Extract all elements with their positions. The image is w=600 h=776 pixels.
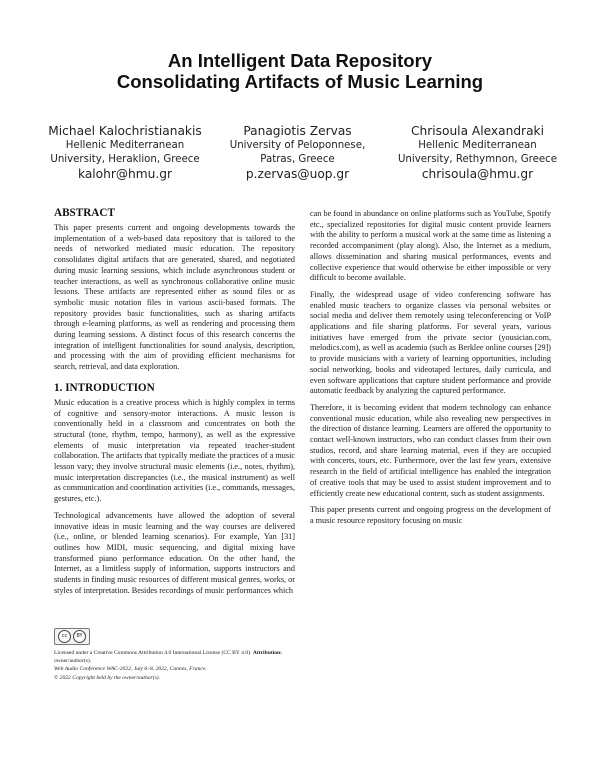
- author-name: Panagiotis Zervas: [243, 124, 352, 138]
- author-affiliation: Patras, Greece: [260, 153, 335, 165]
- introduction-heading: 1. INTRODUCTION: [54, 381, 155, 394]
- author-block: [40, 124, 570, 182]
- author-affiliation: University, Heraklion, Greece: [50, 153, 200, 165]
- paragraph: Music education is a creative process which is highly complex in terms of cognitive and sensory-motor interactions. A music lesson is conventionally held in a classroom and concentrates on both the structural (tone, rhythm, tempo, harmony), as well as the expressive elements of music interpretation via repeated teacher-student collaboration. The artifacts that typically mediate the practices of a music lesson vary; they involve structural music elements (i.e., notes, rhythm), music interpretation discrepancies (i.e., the musical instrument) as well as communication and coordination activities (i.e., commands, messages, gestures, etc.).: [54, 397, 295, 504]
- license-statement: Licensed under a Creative Commons Attribution 4.0 International License (CC BY 4.0).: [54, 650, 252, 656]
- footnote-block: [54, 628, 295, 682]
- author-email: kalohr@hmu.gr: [77, 167, 173, 181]
- abstract-heading: ABSTRACT: [54, 207, 115, 219]
- author-3: [385, 124, 570, 182]
- author-affiliation: Hellenic Mediterranean: [65, 140, 185, 151]
- title-line-2: Consolidating Artifacts of Music Learning: [116, 71, 484, 92]
- paragraph: Technological advancements have allowed the adoption of several innovative ideas in music learning and the way courses are delivered (i.e., online, or blended learning scenarios). For example, Yan [31] outlines how MIDI, music sequencing, and digital mixing have transformed piano performance education. On the other hand, the Internet, as a limitless supply of information, supports instructors and students in finding music resources of different musical genres, works, or styles of interpretation. Besides recordings of music performances which: [54, 510, 295, 595]
- author-1: [40, 124, 210, 182]
- author-2: [210, 124, 385, 182]
- paragraph: Therefore, it is becoming evident that modern technology can enhance conventional music education, while also revealing new perspectives in the direction of distance learning. Learners are offered the opportunity to contact well-known instructors, who can conduct classes from their own studios, record, and share learning material, even if they are occupied with concerts, tours, etc. Furthermore, over the last few years, extensive research in the field of artificial intelligence has enabled the integration of creative tools that may be used to assist student improvement and to efficiently create new educational content, such as student assignments.: [310, 402, 551, 498]
- cc-icon: cc: [58, 630, 71, 643]
- cc-by-license-icon: [54, 628, 90, 645]
- author-affiliation: University of Peloponnese,: [229, 140, 366, 151]
- attribution-value: owner/author(s).: [54, 658, 92, 665]
- paper-title: [0, 50, 600, 92]
- title-line-1: An Intelligent Data Repository: [167, 50, 433, 71]
- attribution-label: Attribution:: [252, 650, 283, 656]
- abstract-text: This paper presents current and ongoing developments towards the implementation of a web-based data repository that is tailored to the needs of networked mediated music education. The repository consolidates digital artifacts that are generated, shared, and negotiated during music learning sessions, which include asynchronous student or teacher interactions, as well as synchronous collaborative online music lessons. These artifacts are represented either as sound files or as symbolic music notation files in various ascii-based formats. The repository provides basic functionalities, such as sharing artifacts through e-learning platforms, as well as rendering and processing them during learning sessions. A distinct focus of this research concerns the integration of intelligent functionalities for sound analysis, description, and processing with the aim of providing efficient mechanisms for search, retrieval, and data exploration.: [54, 223, 295, 372]
- copyright-notice: © 2022 Copyright held by the owner/author(s).: [54, 674, 161, 681]
- author-affiliation: University, Rethymnon, Greece: [397, 153, 558, 165]
- author-affiliation: Hellenic Mediterranean: [418, 140, 537, 151]
- left-column: [54, 207, 295, 603]
- author-email: chrisoula@hmu.gr: [421, 167, 534, 181]
- by-icon: BY: [73, 630, 86, 643]
- author-email: p.zervas@uop.gr: [245, 167, 350, 181]
- author-name: Chrisoula Alexandraki: [411, 124, 544, 138]
- author-name: Michael Kalochristianakis: [48, 124, 202, 138]
- paragraph: Finally, the widespread usage of video conferencing software has enabled music teachers to organize classes via personal websites or social media and deliver them remotely using teleconferencing or VoIP applications and file sharing platforms. For several years, various initiatives have emerged from the private sector (yousician.com, melodics.com), as well as academia (such as Berklee online courses [29]) to provide musicians with a variety of learning opportunities, including social networking, books and videotaped lectures, daily curricula, and even software applications that capture student performance and provide automatic feedback by analyzing the captured performance.: [310, 289, 551, 396]
- license-text: [54, 649, 295, 665]
- paragraph: This paper presents current and ongoing progress on the development of a music resource repository focusing on music: [310, 505, 551, 525]
- conference-info: Web Audio Conference WAC-2022, July 6–8, 2022, Cannes, France.: [54, 666, 207, 673]
- right-column: [310, 209, 551, 533]
- paragraph: can be found in abundance on online platforms such as YouTube, Spotify etc., specialized repositories for digital music content provide learners with the ability to perform a musical work at the same time as listening a recorded accompaniment (play along). Also, the Internet as a medium, allows dissemination and sharing musical performances, events and collective experience that would otherwise be either impossible or very difficult to become available.: [310, 209, 551, 283]
